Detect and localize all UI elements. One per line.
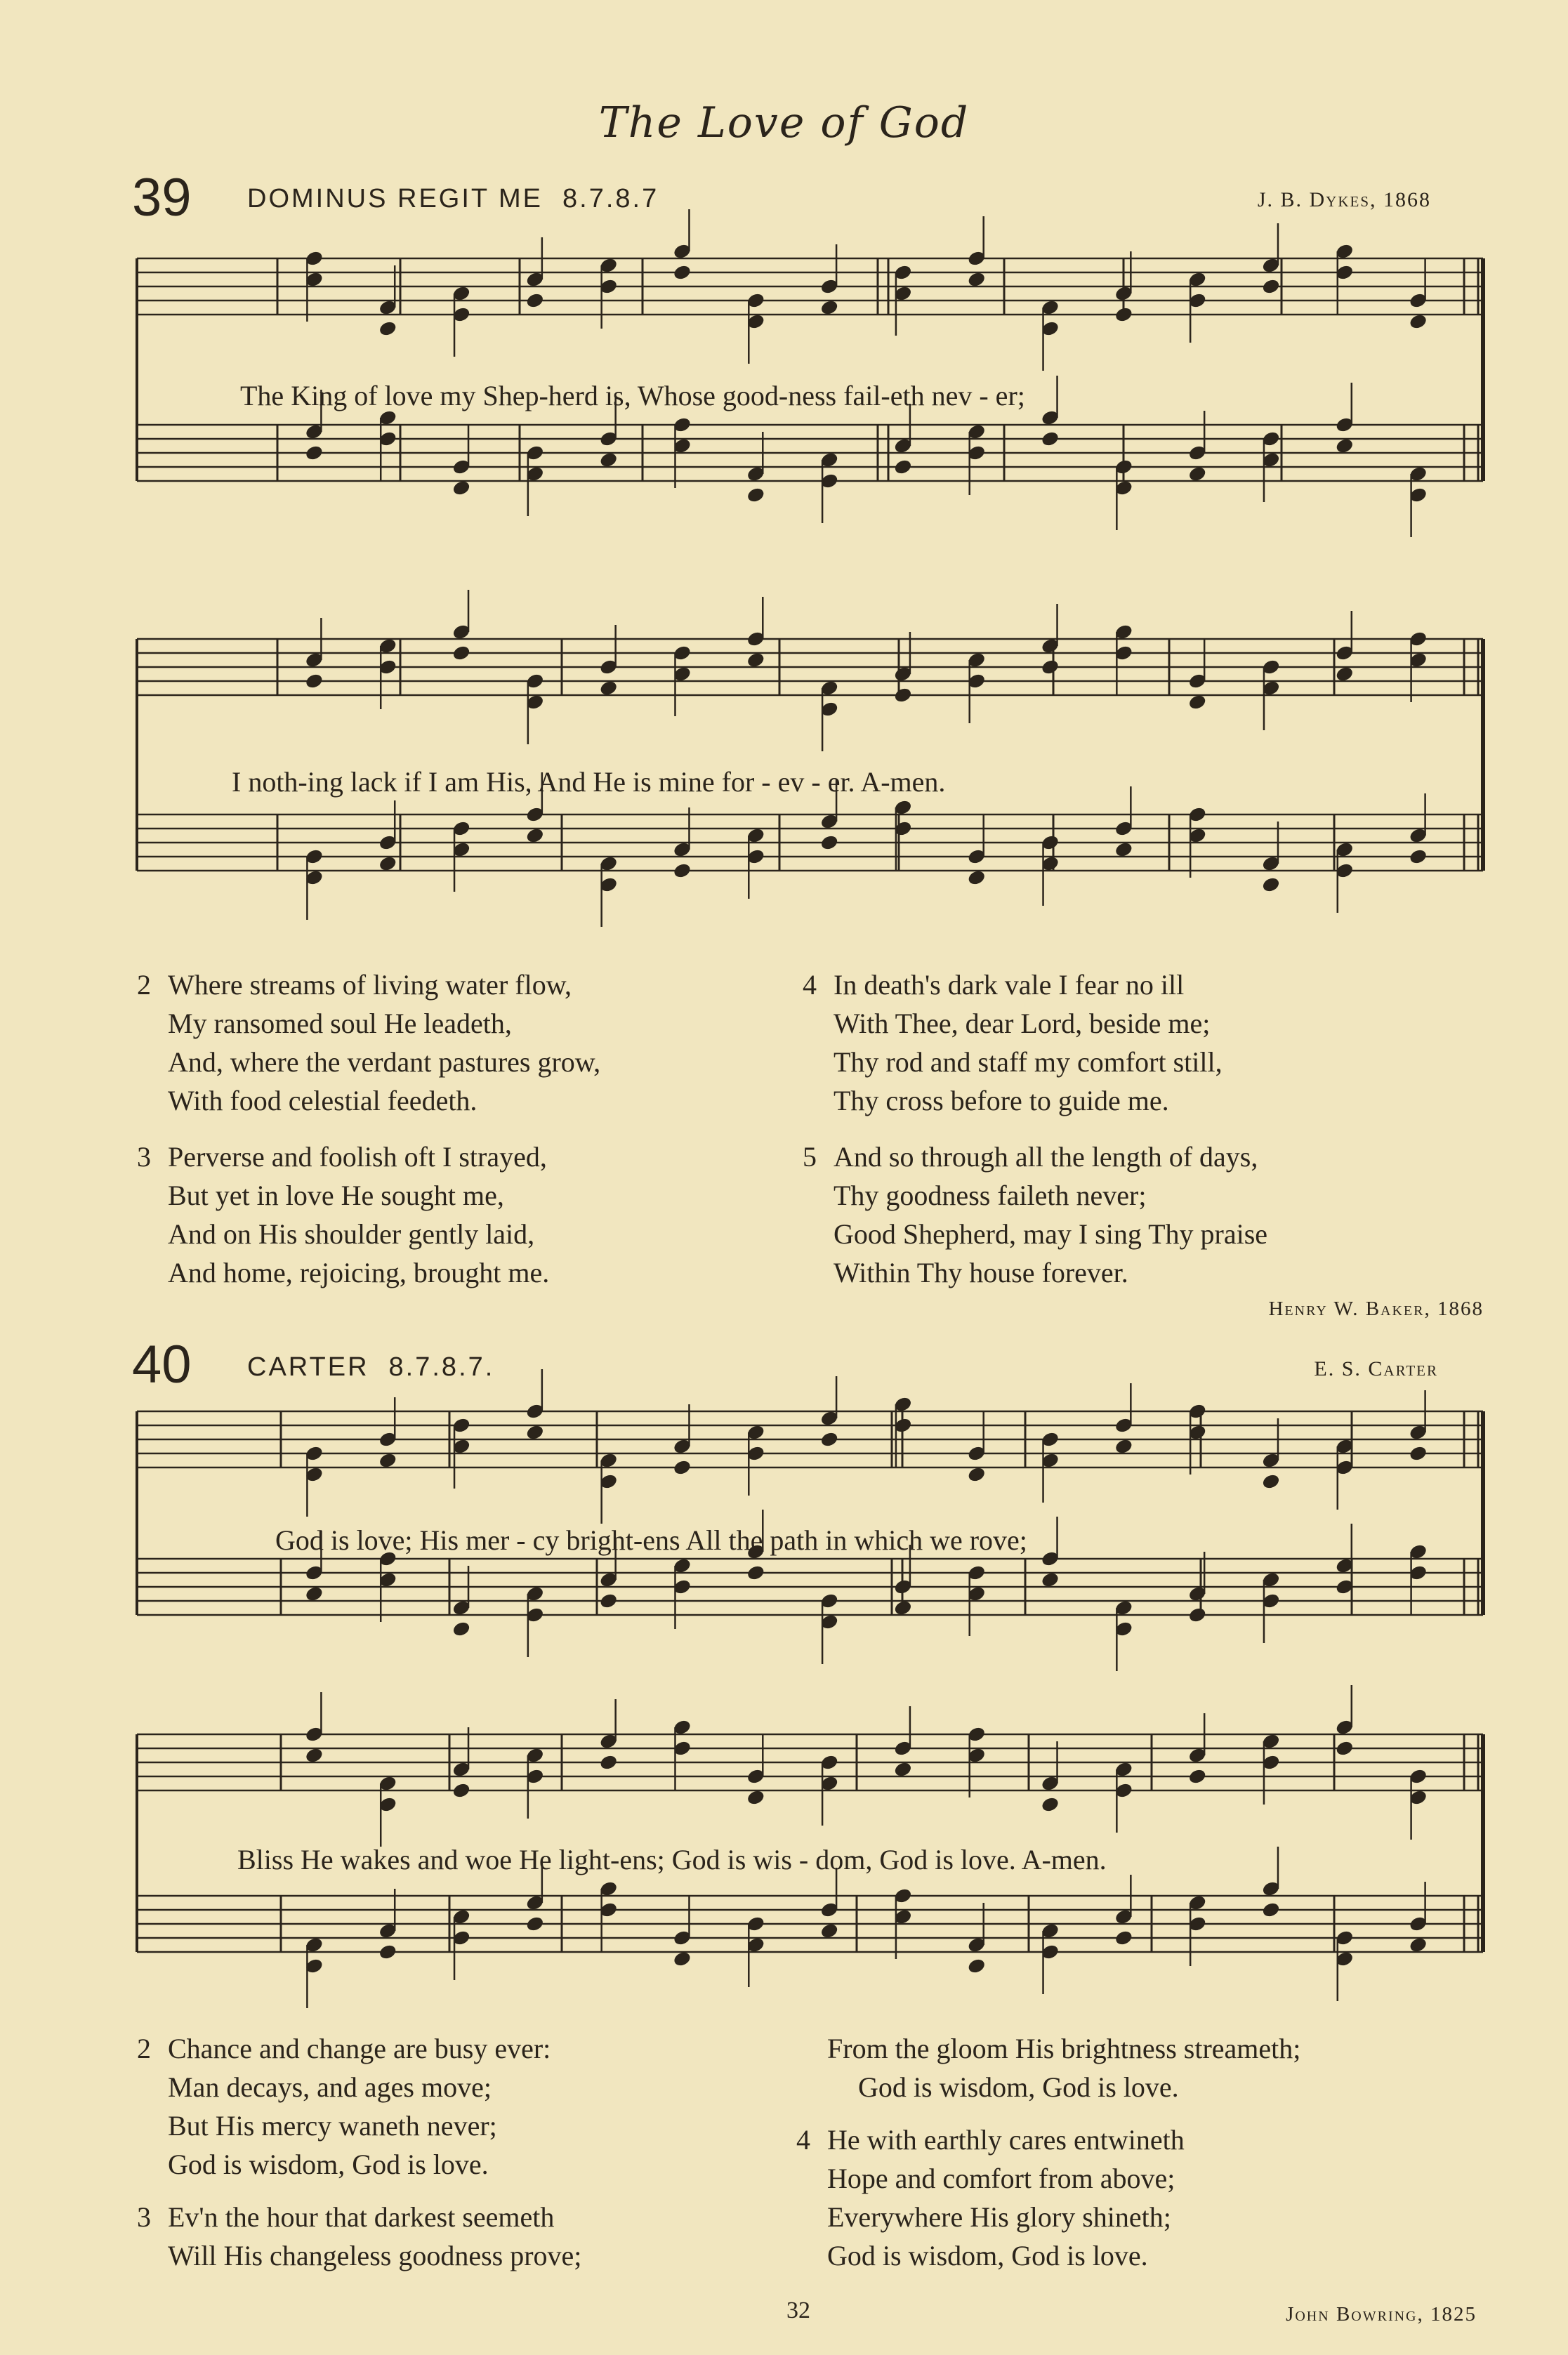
verse-line: God is wisdom, God is love. — [168, 2149, 489, 2180]
note-head — [1114, 841, 1133, 858]
note-head — [1335, 437, 1354, 454]
note-head — [305, 444, 324, 461]
tune-meter: 8.7.8.7 — [562, 184, 659, 213]
verse-line: God is wisdom, God is love. — [858, 2071, 1179, 2103]
verse-line: And home, rejoicing, brought me. — [168, 1257, 550, 1288]
note-head — [1262, 1901, 1281, 1918]
verse-line: God is wisdom, God is love. — [827, 2240, 1148, 2271]
note-head — [525, 827, 544, 844]
note-head — [305, 1585, 324, 1602]
verse-number: 4 — [796, 2124, 810, 2156]
verse-line: 3 Ev'n the hour that darkest seemeth — [137, 2198, 581, 2236]
verse — [137, 1137, 549, 1292]
note-head — [599, 1754, 618, 1771]
note-head — [820, 1431, 839, 1448]
tune-title: CARTER — [247, 1352, 369, 1382]
verse — [827, 2029, 1300, 2106]
verse-line: And, where the verdant pastures grow, — [168, 1046, 601, 1078]
note-head — [525, 1424, 544, 1441]
note-head — [1041, 1571, 1060, 1588]
verse — [137, 2029, 551, 2184]
verse-line: With Thee, dear Lord, beside me; — [834, 1008, 1211, 1039]
author-credit: John Bowring, 1825 — [1286, 2303, 1477, 2326]
verse-number: 3 — [137, 1141, 151, 1173]
note-head — [1335, 666, 1354, 682]
verse-line: Everywhere His glory shineth; — [827, 2201, 1171, 2233]
verse — [137, 2198, 581, 2275]
note-head — [1041, 430, 1060, 447]
note-head — [1114, 1929, 1133, 1946]
verse-line: From the gloom His brightness streameth; — [827, 2033, 1301, 2064]
note-head — [894, 1761, 913, 1778]
verse-line: And on His shoulder gently laid, — [168, 1218, 535, 1250]
verse-number: 2 — [137, 2033, 151, 2064]
verse — [796, 2120, 1185, 2275]
note-head — [746, 652, 765, 668]
note-head — [746, 1564, 765, 1581]
note-head — [820, 834, 839, 851]
note-head — [525, 292, 544, 309]
note-head — [967, 1958, 986, 1974]
note-head — [820, 299, 839, 316]
note-head — [452, 1782, 471, 1799]
verse — [803, 965, 1223, 1120]
note-head — [599, 680, 618, 697]
note-head — [1114, 306, 1133, 323]
verse-line: Man decays, and ages move; — [168, 2071, 492, 2103]
verse-line: 2 Where streams of living water flow, — [137, 965, 600, 1004]
note-head — [452, 1621, 471, 1637]
note-head — [378, 1944, 397, 1960]
note-head — [673, 862, 692, 879]
note-head — [673, 264, 692, 281]
verse-line: Thy cross before to guide me. — [834, 1085, 1169, 1116]
note-head — [673, 1951, 692, 1967]
note-head — [1409, 1937, 1428, 1953]
lyric-line: God is love; His mer - cy bright-ens All the path in which we rove; — [275, 1524, 1027, 1556]
note-head — [967, 271, 986, 288]
author-credit: Henry W. Baker, 1868 — [1268, 1298, 1484, 1320]
verse-line: 4 He with earthly cares entwineth — [796, 2120, 1185, 2159]
note-head — [378, 320, 397, 337]
note-head — [1188, 1607, 1207, 1623]
note-head — [894, 687, 913, 704]
verse-line: 4 In death's dark vale I fear no ill — [803, 965, 1223, 1004]
note-head — [1262, 876, 1281, 893]
verse-line: 2 Chance and change are busy ever: — [137, 2029, 551, 2068]
page-number: 32 — [786, 2297, 810, 2323]
verse-line: Good Shepherd, may I sing Thy praise — [834, 1218, 1268, 1250]
hymn-number: 39 — [132, 168, 192, 227]
note-head — [673, 1459, 692, 1476]
verse-line: Thy rod and staff my comfort still, — [834, 1046, 1223, 1078]
verse-line: Thy goodness faileth never; — [834, 1180, 1147, 1211]
verse-line: 3 Perverse and foolish oft I strayed, — [137, 1137, 549, 1176]
note-head — [305, 1747, 324, 1764]
verse-line: With food celestial feedeth. — [168, 1085, 477, 1116]
note-head — [1041, 659, 1060, 675]
composer: J. B. Dykes, 1868 — [1257, 188, 1431, 211]
note-head — [452, 480, 471, 496]
note-head — [599, 451, 618, 468]
verse-line: But His mercy waneth never; — [168, 2110, 497, 2142]
note-head — [1409, 848, 1428, 865]
verse-number: 4 — [803, 969, 817, 1001]
lyric-line: Bliss He wakes and woe He light-ens; God is wis - dom, God is love. A-men. — [237, 1844, 1107, 1875]
note-head — [1188, 466, 1207, 482]
note-head — [378, 1452, 397, 1469]
verse-number: 5 — [803, 1141, 817, 1173]
note-head — [820, 1922, 839, 1939]
note-head — [1114, 1438, 1133, 1455]
tune-meter: 8.7.8.7. — [388, 1352, 495, 1382]
hymn-number: 40 — [132, 1335, 192, 1394]
verse — [803, 1137, 1267, 1292]
note-head — [967, 869, 986, 886]
note-head — [1188, 694, 1207, 711]
note-head — [746, 1789, 765, 1806]
note-head — [1409, 1445, 1428, 1462]
note-head — [894, 1599, 913, 1616]
verse — [137, 965, 600, 1120]
note-head — [1262, 278, 1281, 295]
note-head — [525, 1915, 544, 1932]
verse-number: 3 — [137, 2201, 151, 2233]
note-head — [1041, 1796, 1060, 1813]
verse-line: Will His changeless goodness prove; — [168, 2240, 582, 2271]
verse-line: My ransomed soul He leadeth, — [168, 1008, 512, 1039]
verse-line: 5 And so through all the length of days, — [803, 1137, 1267, 1176]
note-head — [1335, 1740, 1354, 1757]
note-head — [599, 1592, 618, 1609]
note-head — [1188, 1768, 1207, 1785]
note-head — [378, 855, 397, 872]
note-head — [967, 1466, 986, 1483]
note-head — [1409, 313, 1428, 330]
page-title: The Love of God — [598, 98, 970, 147]
composer: E. S. Carter — [1314, 1357, 1438, 1380]
lyric-line: The King of love my Shep-herd is, Whose good-ness fail-eth nev - er; — [240, 380, 1025, 411]
note-head — [894, 459, 913, 475]
verse-number: 2 — [137, 969, 151, 1001]
lyric-line: I noth-ing lack if I am His, And He is mine for - ev - er. A-men. — [232, 766, 946, 798]
verse-line: Within Thy house forever. — [834, 1257, 1128, 1288]
verse-line: But yet in love He sought me, — [168, 1180, 504, 1211]
tune-name — [247, 1352, 494, 1383]
note-head — [1262, 1473, 1281, 1490]
verse-line: Hope and comfort from above; — [827, 2163, 1175, 2194]
tune-title: DOMINUS REGIT ME — [247, 184, 543, 213]
note-head — [305, 673, 324, 690]
note-head — [452, 645, 471, 661]
note-head — [746, 487, 765, 503]
